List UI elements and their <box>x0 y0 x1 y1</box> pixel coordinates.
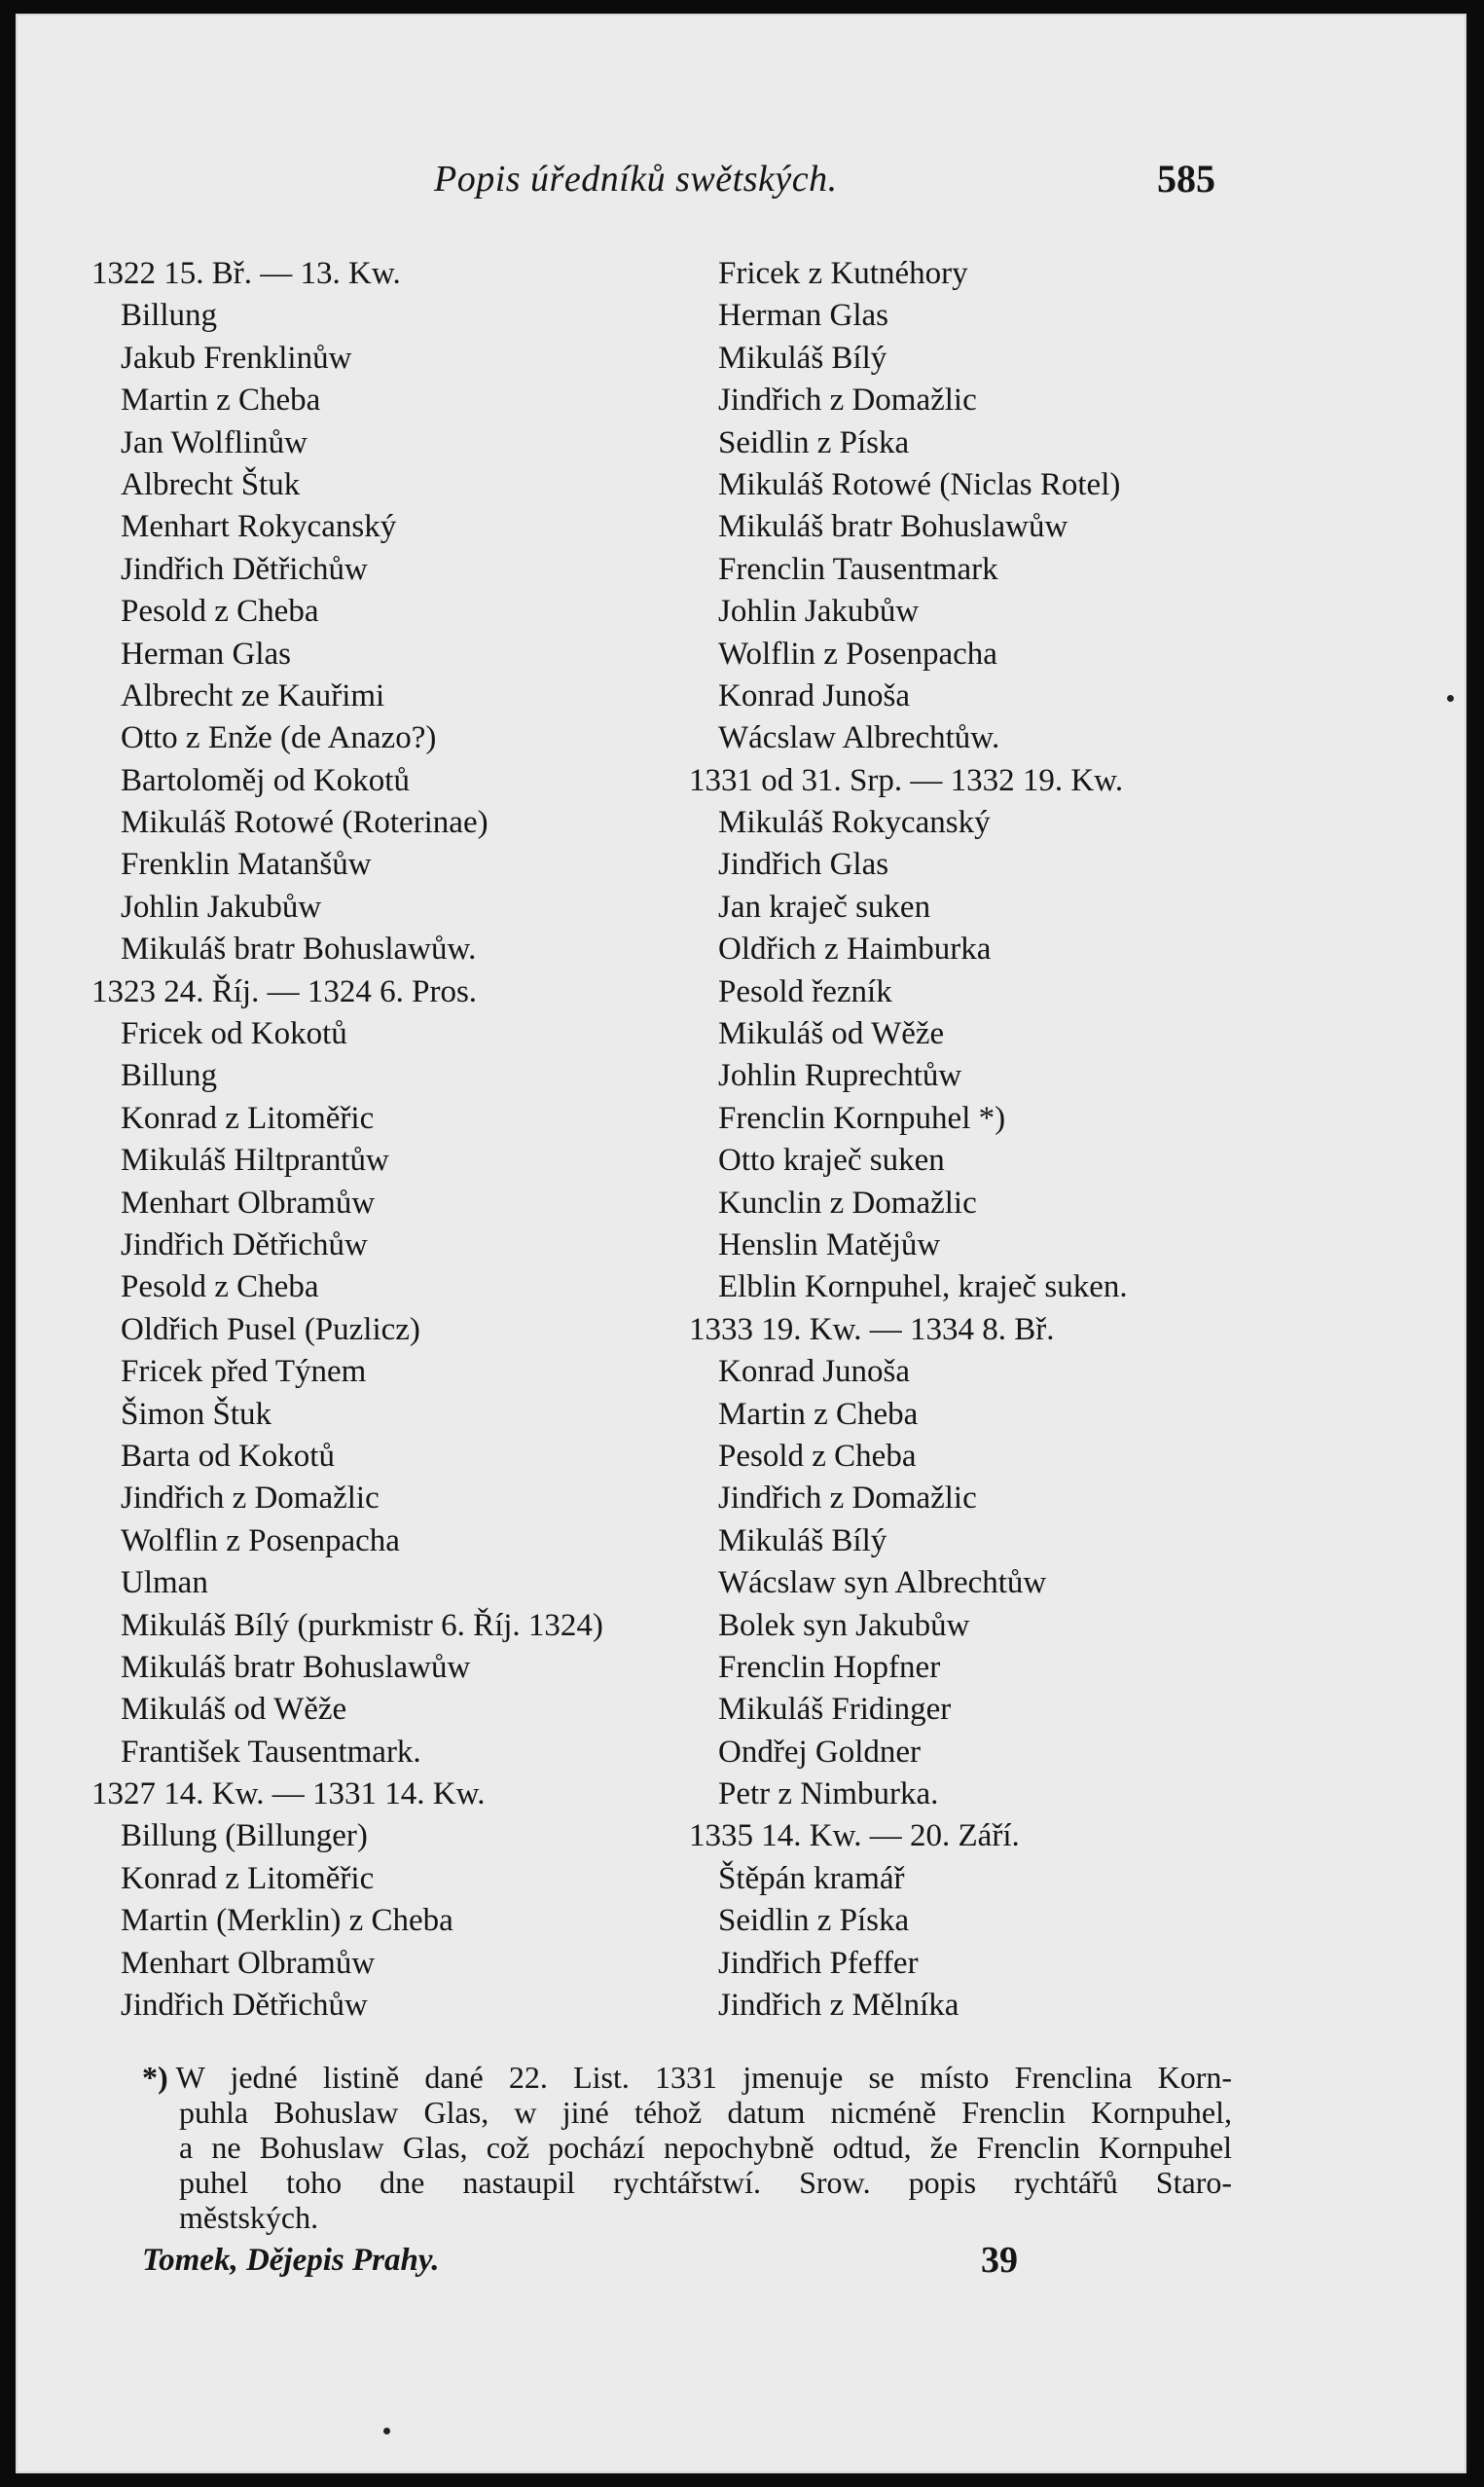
list-item: Konrad Junoša <box>718 677 911 713</box>
list-item: Seidlin z Píska <box>718 1903 910 1939</box>
list-item: Johlin Ruprechtůw <box>718 1058 962 1094</box>
list-item: Fricek před Týnem <box>121 1354 367 1390</box>
list-item: Jindřich Dětřichůw <box>121 1226 368 1262</box>
period-heading: 1327 14. Kw. — 1331 14. Kw. <box>91 1776 486 1812</box>
list-item: Jan Wolflinůw <box>121 424 308 460</box>
list-item: Herman Glas <box>718 298 889 334</box>
list-item: Ondřej Goldner <box>718 1734 922 1770</box>
list-item: Mikuláš od Wěže <box>121 1692 347 1728</box>
list-item: Bartoloměj od Kokotů <box>121 762 410 798</box>
list-item: Wácslaw Albrechtůw. <box>718 720 1000 756</box>
list-item: Wolflin z Posenpacha <box>121 1522 400 1558</box>
list-item: Martin z Cheba <box>121 383 321 419</box>
list-item: Martin (Merklin) z Cheba <box>121 1903 453 1939</box>
list-item: Jindřich Glas <box>718 847 889 883</box>
list-item: Johlin Jakubůw <box>121 889 322 925</box>
list-item: Martin z Cheba <box>718 1396 919 1432</box>
period-heading: 1331 od 31. Srp. — 1332 19. Kw. <box>689 762 1124 798</box>
footnote-line: W jedné listině dané 22. List. 1331 jmenuje se místo Frenclina Korn- <box>175 2060 1232 2095</box>
right-column <box>689 253 1128 2027</box>
list-item: Štěpán kramář <box>718 1860 905 1896</box>
footnote-line: městských. <box>179 2200 319 2235</box>
signature-number: 39 <box>981 2240 1018 2281</box>
footnote <box>142 2060 1232 2235</box>
left-column <box>91 253 603 2027</box>
book-signature: Tomek, Dějepis Prahy. <box>142 2243 440 2278</box>
list-item: Otto kraječ suken <box>718 1143 945 1179</box>
list-item: Frenclin Kornpuhel *) <box>718 1100 1006 1136</box>
list-item: Mikuláš od Wěže <box>718 1016 945 1052</box>
book-page <box>16 14 1466 2473</box>
list-item: Frenklin Matanšůw <box>121 847 372 883</box>
footnote-line: a ne Bohuslaw Glas, což pochází nepochybně odtud, že Frenclin Kornpuhel <box>179 2130 1232 2165</box>
list-item: Albrecht ze Kauřimi <box>121 677 385 713</box>
list-item: Oldřich Pusel (Puzlicz) <box>121 1311 420 1347</box>
period-heading: 1322 15. Bř. — 13. Kw. <box>91 256 401 291</box>
running-title: Popis úředníků swětských. <box>434 159 838 200</box>
list-item: Jindřich z Domažlic <box>718 1481 977 1517</box>
period-heading: 1335 14. Kw. — 20. Září. <box>689 1818 1020 1854</box>
list-item: Pesold z Cheba <box>121 594 319 630</box>
list-item: Mikuláš Rokycanský <box>718 805 991 841</box>
list-item: Konrad Junoša <box>718 1354 911 1390</box>
list-item: Seidlin z Píska <box>718 424 910 460</box>
list-item: Jindřich z Mělníka <box>718 1988 959 2024</box>
list-item: Frenclin Tausentmark <box>718 551 998 587</box>
list-item: Otto z Enže (de Anazo?) <box>121 720 437 756</box>
list-item: Kunclin z Domažlic <box>718 1185 977 1221</box>
period-heading: 1333 19. Kw. — 1334 8. Bř. <box>689 1311 1055 1347</box>
list-item: Herman Glas <box>121 636 292 672</box>
print-speck <box>383 2428 390 2434</box>
list-item: Konrad z Litoměřic <box>121 1860 375 1896</box>
list-item: Barta od Kokotů <box>121 1438 335 1474</box>
list-item: Menhart Olbramůw <box>121 1945 376 1981</box>
page-footer <box>16 2240 1466 2291</box>
list-item: Pesold z Cheba <box>121 1269 319 1305</box>
list-item: Mikuláš Rotowé (Roterinae) <box>121 805 489 841</box>
list-item: Billung <box>121 298 218 334</box>
list-item: Jan kraječ suken <box>718 889 931 925</box>
list-item: Petr z Nimburka. <box>718 1776 939 1812</box>
list-item: Johlin Jakubůw <box>718 594 920 630</box>
list-item: Mikuláš bratr Bohuslawůw <box>121 1649 471 1685</box>
list-item: Mikuláš bratr Bohuslawůw <box>718 509 1068 545</box>
list-item: Menhart Rokycanský <box>121 509 397 545</box>
list-item: Frenclin Hopfner <box>718 1649 941 1685</box>
list-item: Bolek syn Jakubůw <box>718 1607 970 1643</box>
list-item: František Tausentmark. <box>121 1734 421 1770</box>
list-item: Billung <box>121 1058 218 1094</box>
list-item: Fricek od Kokotů <box>121 1016 347 1052</box>
list-item: Albrecht Štuk <box>121 466 301 502</box>
list-item: Wácslaw syn Albrechtůw <box>718 1565 1047 1601</box>
list-item: Ulman <box>121 1565 208 1601</box>
list-item: Mikuláš Bílý (purkmistr 6. Říj. 1324) <box>121 1607 603 1643</box>
period-heading: 1323 24. Říj. — 1324 6. Pros. <box>91 973 478 1009</box>
list-item: Fricek z Kutnéhory <box>718 256 968 291</box>
print-speck <box>1447 695 1454 702</box>
list-item: Mikuláš Bílý <box>718 1522 887 1558</box>
page-header <box>16 158 1466 216</box>
list-item: Mikuláš Bílý <box>718 340 887 376</box>
list-item: Mikuláš Hiltprantůw <box>121 1143 389 1179</box>
list-item: Menhart Olbramůw <box>121 1185 376 1221</box>
list-item: Jindřich Dětřichůw <box>121 551 368 587</box>
list-item: Jindřich z Domažlic <box>121 1481 380 1517</box>
list-item: Wolflin z Posenpacha <box>718 636 997 672</box>
footnote-mark: *) <box>142 2060 168 2095</box>
list-item: Billung (Billunger) <box>121 1818 368 1854</box>
list-item: Mikuláš bratr Bohuslawůw. <box>121 932 477 968</box>
list-item: Oldřich z Haimburka <box>718 932 992 968</box>
list-item: Jindřich z Domažlic <box>718 383 977 419</box>
list-item: Jakub Frenklinůw <box>121 340 352 376</box>
list-item: Jindřich Pfeffer <box>718 1945 919 1981</box>
list-item: Jindřich Dětřichůw <box>121 1988 368 2024</box>
list-item: Pesold z Cheba <box>718 1438 917 1474</box>
list-item: Mikuláš Fridinger <box>718 1692 952 1728</box>
list-item: Henslin Matějůw <box>718 1226 941 1262</box>
list-item: Konrad z Litoměřic <box>121 1100 375 1136</box>
footnote-line: puhla Bohuslaw Glas, w jiné téhož datum nicméně Frenclin Kornpuhel, <box>179 2095 1232 2130</box>
list-item: Šimon Štuk <box>121 1396 271 1432</box>
page-number: 585 <box>1157 157 1215 201</box>
list-item: Pesold řezník <box>718 973 892 1009</box>
list-item: Elblin Kornpuhel, kraječ suken. <box>718 1269 1128 1305</box>
list-item: Mikuláš Rotowé (Niclas Rotel) <box>718 466 1121 502</box>
footnote-line: puhel toho dne nastaupil rychtářstwí. Srow. popis rychtářů Staro- <box>179 2165 1232 2200</box>
